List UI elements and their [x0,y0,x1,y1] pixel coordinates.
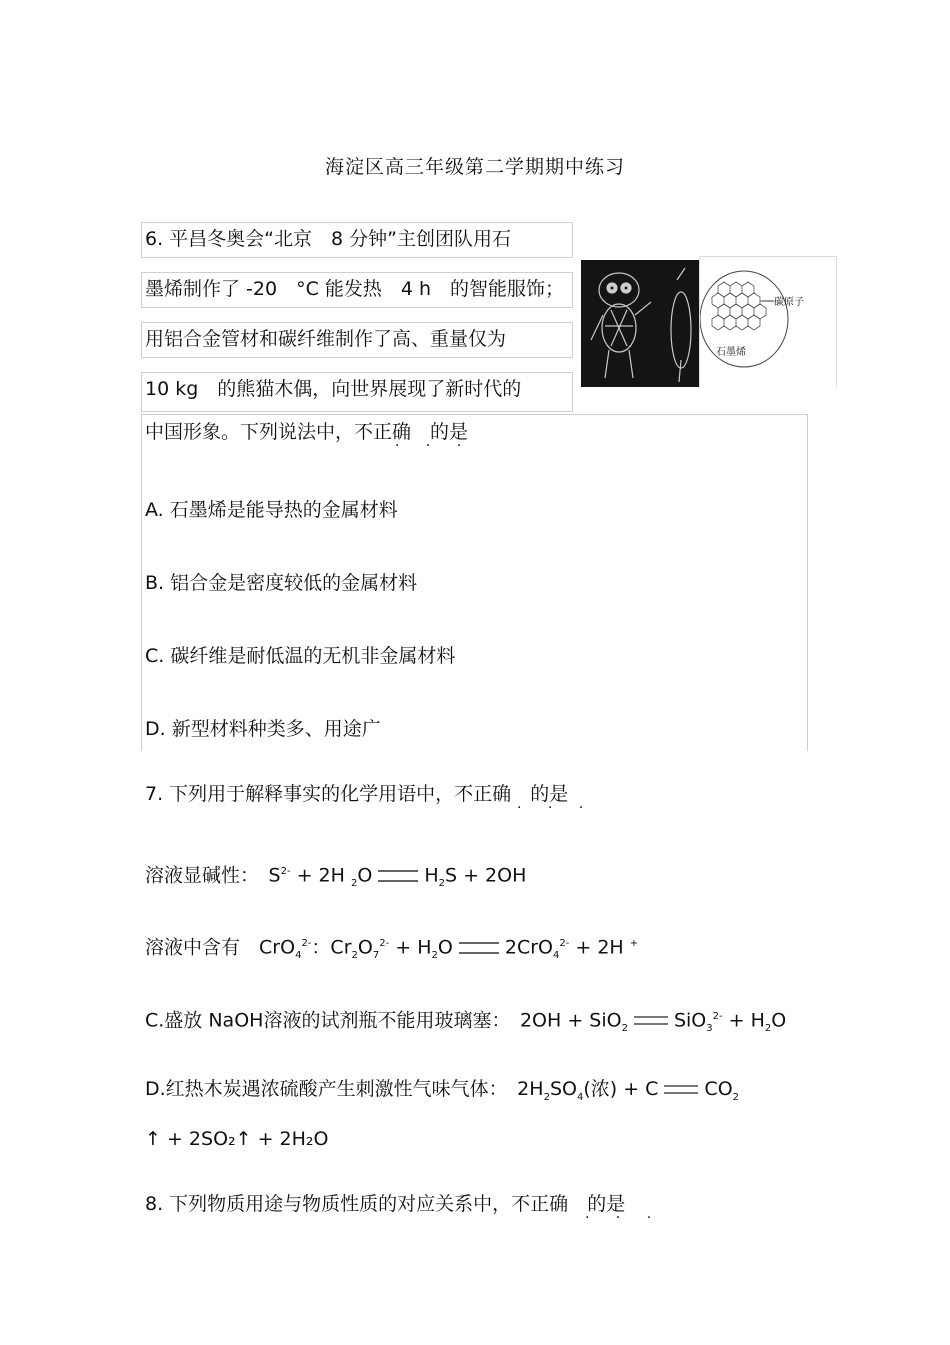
carbon-atom-label: 碳原子 [774,297,804,308]
q6-stem: 中国形象。下列说法中， [145,421,355,443]
q6-option-d: D. 新型材料种类多、用途广 [145,718,381,740]
graphene-label: 石墨烯 [716,347,746,358]
q7-option-b: 溶液中含有 CrO$_4^{2-}$：$Cr_2O_7^{2-} + H_2O$ 2CrO$_4^{2-}$ + 2H + [145,936,639,962]
equals-sign-icon [664,1085,698,1094]
emphasis-dots: · · · [585,1210,663,1226]
q6-option-b: B. 铝合金是密度较低的金属材料 [145,572,418,594]
equilibrium-arrow-icon [459,942,499,954]
q6-emphasis: 不正确 [354,421,412,443]
q7-stem-end: 的是 [530,783,569,805]
emphasis-dots: · · · [395,438,473,454]
q6-line-2: 墨烯制作了 -20 °C 能发热 4 h 的智能服饰； [145,278,565,300]
q8-emphasis: 不正确 [511,1193,569,1215]
q7-option-d-label: D.红热木炭遇浓硫酸产生刺激性气味气体： [145,1078,499,1100]
q6-stem-end: 的是 [430,421,469,443]
q6-line-1: 6. 平昌冬奥会“北京 8 分钟”主创团队用石 [145,228,511,250]
panda-puppet-photo [581,260,699,387]
q7-option-a-label: 溶液显碱性： [145,864,250,887]
q7-option-c-label: C.盛放 NaOH溶液的试剂瓶不能用玻璃塞： [145,1009,501,1032]
equals-sign-icon [634,1016,668,1025]
q7-stem [145,782,568,806]
q8-stem-end: 的是 [587,1193,626,1215]
q6-line-3: 用铝合金管材和碳纤维制作了高、重量仅为 [145,328,507,350]
q6-line-4: 10 kg 的熊猫木偶，向世界展现了新时代的 [145,378,522,400]
q7-option-b-label: 溶液中含有 [145,936,241,959]
emphasis-dots: · · · [517,800,595,816]
q7-option-d: D.红热木炭遇浓硫酸产生刺激性气味气体： $2H_2SO_4$(浓) + C $CO_2$ [145,1078,740,1103]
q7-option-a: 溶液显碱性： $S^{2-} + 2H$ $_2$O $H_2S + 2OH$ [145,864,527,890]
page-title: 海淀区高三年级第二学期期中练习 [324,156,625,178]
equilibrium-arrow-icon [378,870,418,882]
q7-option-c: C.盛放 NaOH溶液的试剂瓶不能用玻璃塞： 2OH + SiO$_2$ $SiO_3^{2-} + H_2O$ [145,1009,787,1035]
q8-stem-text: 8. 下列物质用途与物质性质的对应关系中， [145,1193,512,1215]
q6-option-a: A. 石墨烯是能导热的金属材料 [145,499,398,521]
q7-stem-text: 7. 下列用于解释事实的化学用语中， [145,783,455,805]
q7-option-d-line-2: ↑ + 2SO₂↑ + 2H₂O [145,1128,329,1150]
graphene-inset [699,256,837,387]
q7-emphasis: 不正确 [454,783,512,805]
q8-stem [145,1192,625,1216]
q6-option-c: C. 碳纤维是耐低温的无机非金属材料 [145,645,456,667]
